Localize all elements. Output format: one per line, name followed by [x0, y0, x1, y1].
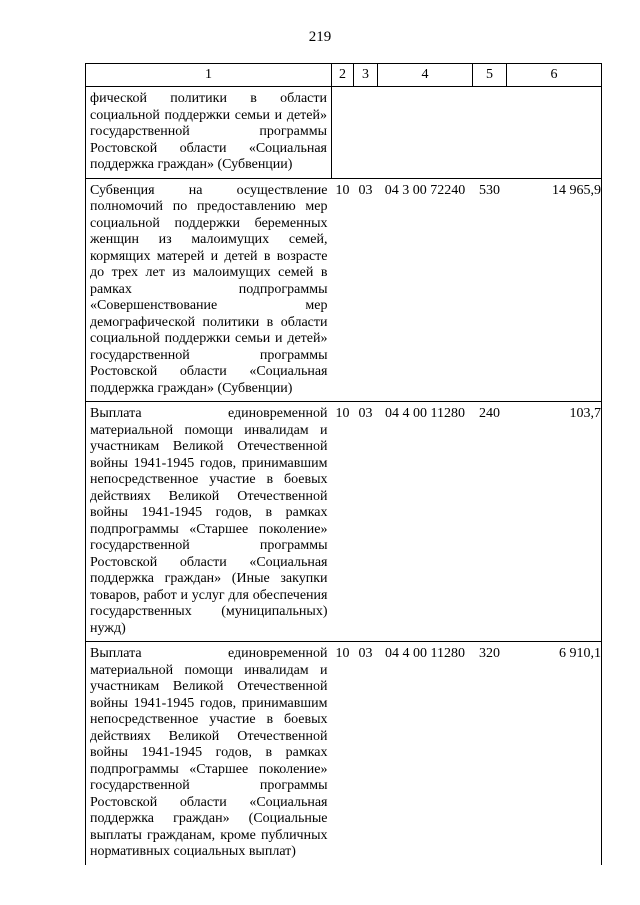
- row-section: 10: [332, 402, 354, 642]
- row-target-article: 04 4 00 11280: [378, 402, 473, 642]
- row-subsection: 03: [354, 402, 378, 642]
- row-subsection: 03: [354, 642, 378, 865]
- row-description: Выплата единовременной материальной помощи инвалидам и участникам Великой Отечественной войны 1941-1945 годов, принимавшим непосредственное участие в боевых действиях Великой Отечественной войны 1941-1945 годов, в рамках подпрограммы «Старшее поколение» государственной программы Ростовской области «Социальная поддержка граждан» (Социальные выплаты гражданам, кроме публичных нормативных социальных выплат): [86, 642, 332, 865]
- row-target-article: 04 4 00 11280: [378, 642, 473, 865]
- table-row-continuation: [86, 87, 602, 179]
- page-number: 219: [308, 29, 332, 45]
- row-amount: 6 910,1: [507, 642, 602, 865]
- row-description: Выплата единовременной материальной помощи инвалидам и участникам Великой Отечественной войны 1941-1945 годов, принимавшим непосредственное участие в боевых действиях Великой Отечественной войны 1941-1945 годов, в рамках подпрограммы «Старшее поколение» государственной программы Ростовской области «Социальная поддержка граждан» (Иные закупки товаров, работ и услуг для обеспечения государственных (муниципальных) нужд): [86, 402, 332, 642]
- row-description: фической политики в области социальной поддержки семьи и детей» государственной программы Ростовской области «Социальная поддержка граждан» (Субвенции): [86, 87, 332, 179]
- row-expense-type: 320: [473, 642, 507, 865]
- row-section: 10: [332, 178, 354, 402]
- row-expense-type: 530: [473, 178, 507, 402]
- header-col-6: 6: [507, 64, 602, 87]
- row-amount: 14 965,9: [507, 178, 602, 402]
- header-col-2: 2: [332, 64, 354, 87]
- table-header: [86, 64, 602, 87]
- header-col-5: 5: [473, 64, 507, 87]
- table-row: [86, 642, 602, 865]
- row-description: Субвенция на осуществление полномочий по предоставлению мер социальной поддержки беременных женщин из малоимущих семей, кормящих матерей и детей в возрасте до трех лет из малоимущих семей в рамках подпрограммы «Совершенствование мер демографической политики в области социальной поддержки семьи и детей» государственной программы Ростовской области «Социальная поддержка граждан» (Субвенции): [86, 178, 332, 402]
- budget-table: [85, 63, 602, 865]
- row-subsection: 03: [354, 178, 378, 402]
- table-row: [86, 178, 602, 402]
- row-section: 10: [332, 642, 354, 865]
- row-amount: 103,7: [507, 402, 602, 642]
- header-col-3: 3: [354, 64, 378, 87]
- row-expense-type: 240: [473, 402, 507, 642]
- header-col-1: 1: [86, 64, 332, 87]
- header-col-4: 4: [378, 64, 473, 87]
- table-row: [86, 402, 602, 642]
- row-target-article: 04 3 00 72240: [378, 178, 473, 402]
